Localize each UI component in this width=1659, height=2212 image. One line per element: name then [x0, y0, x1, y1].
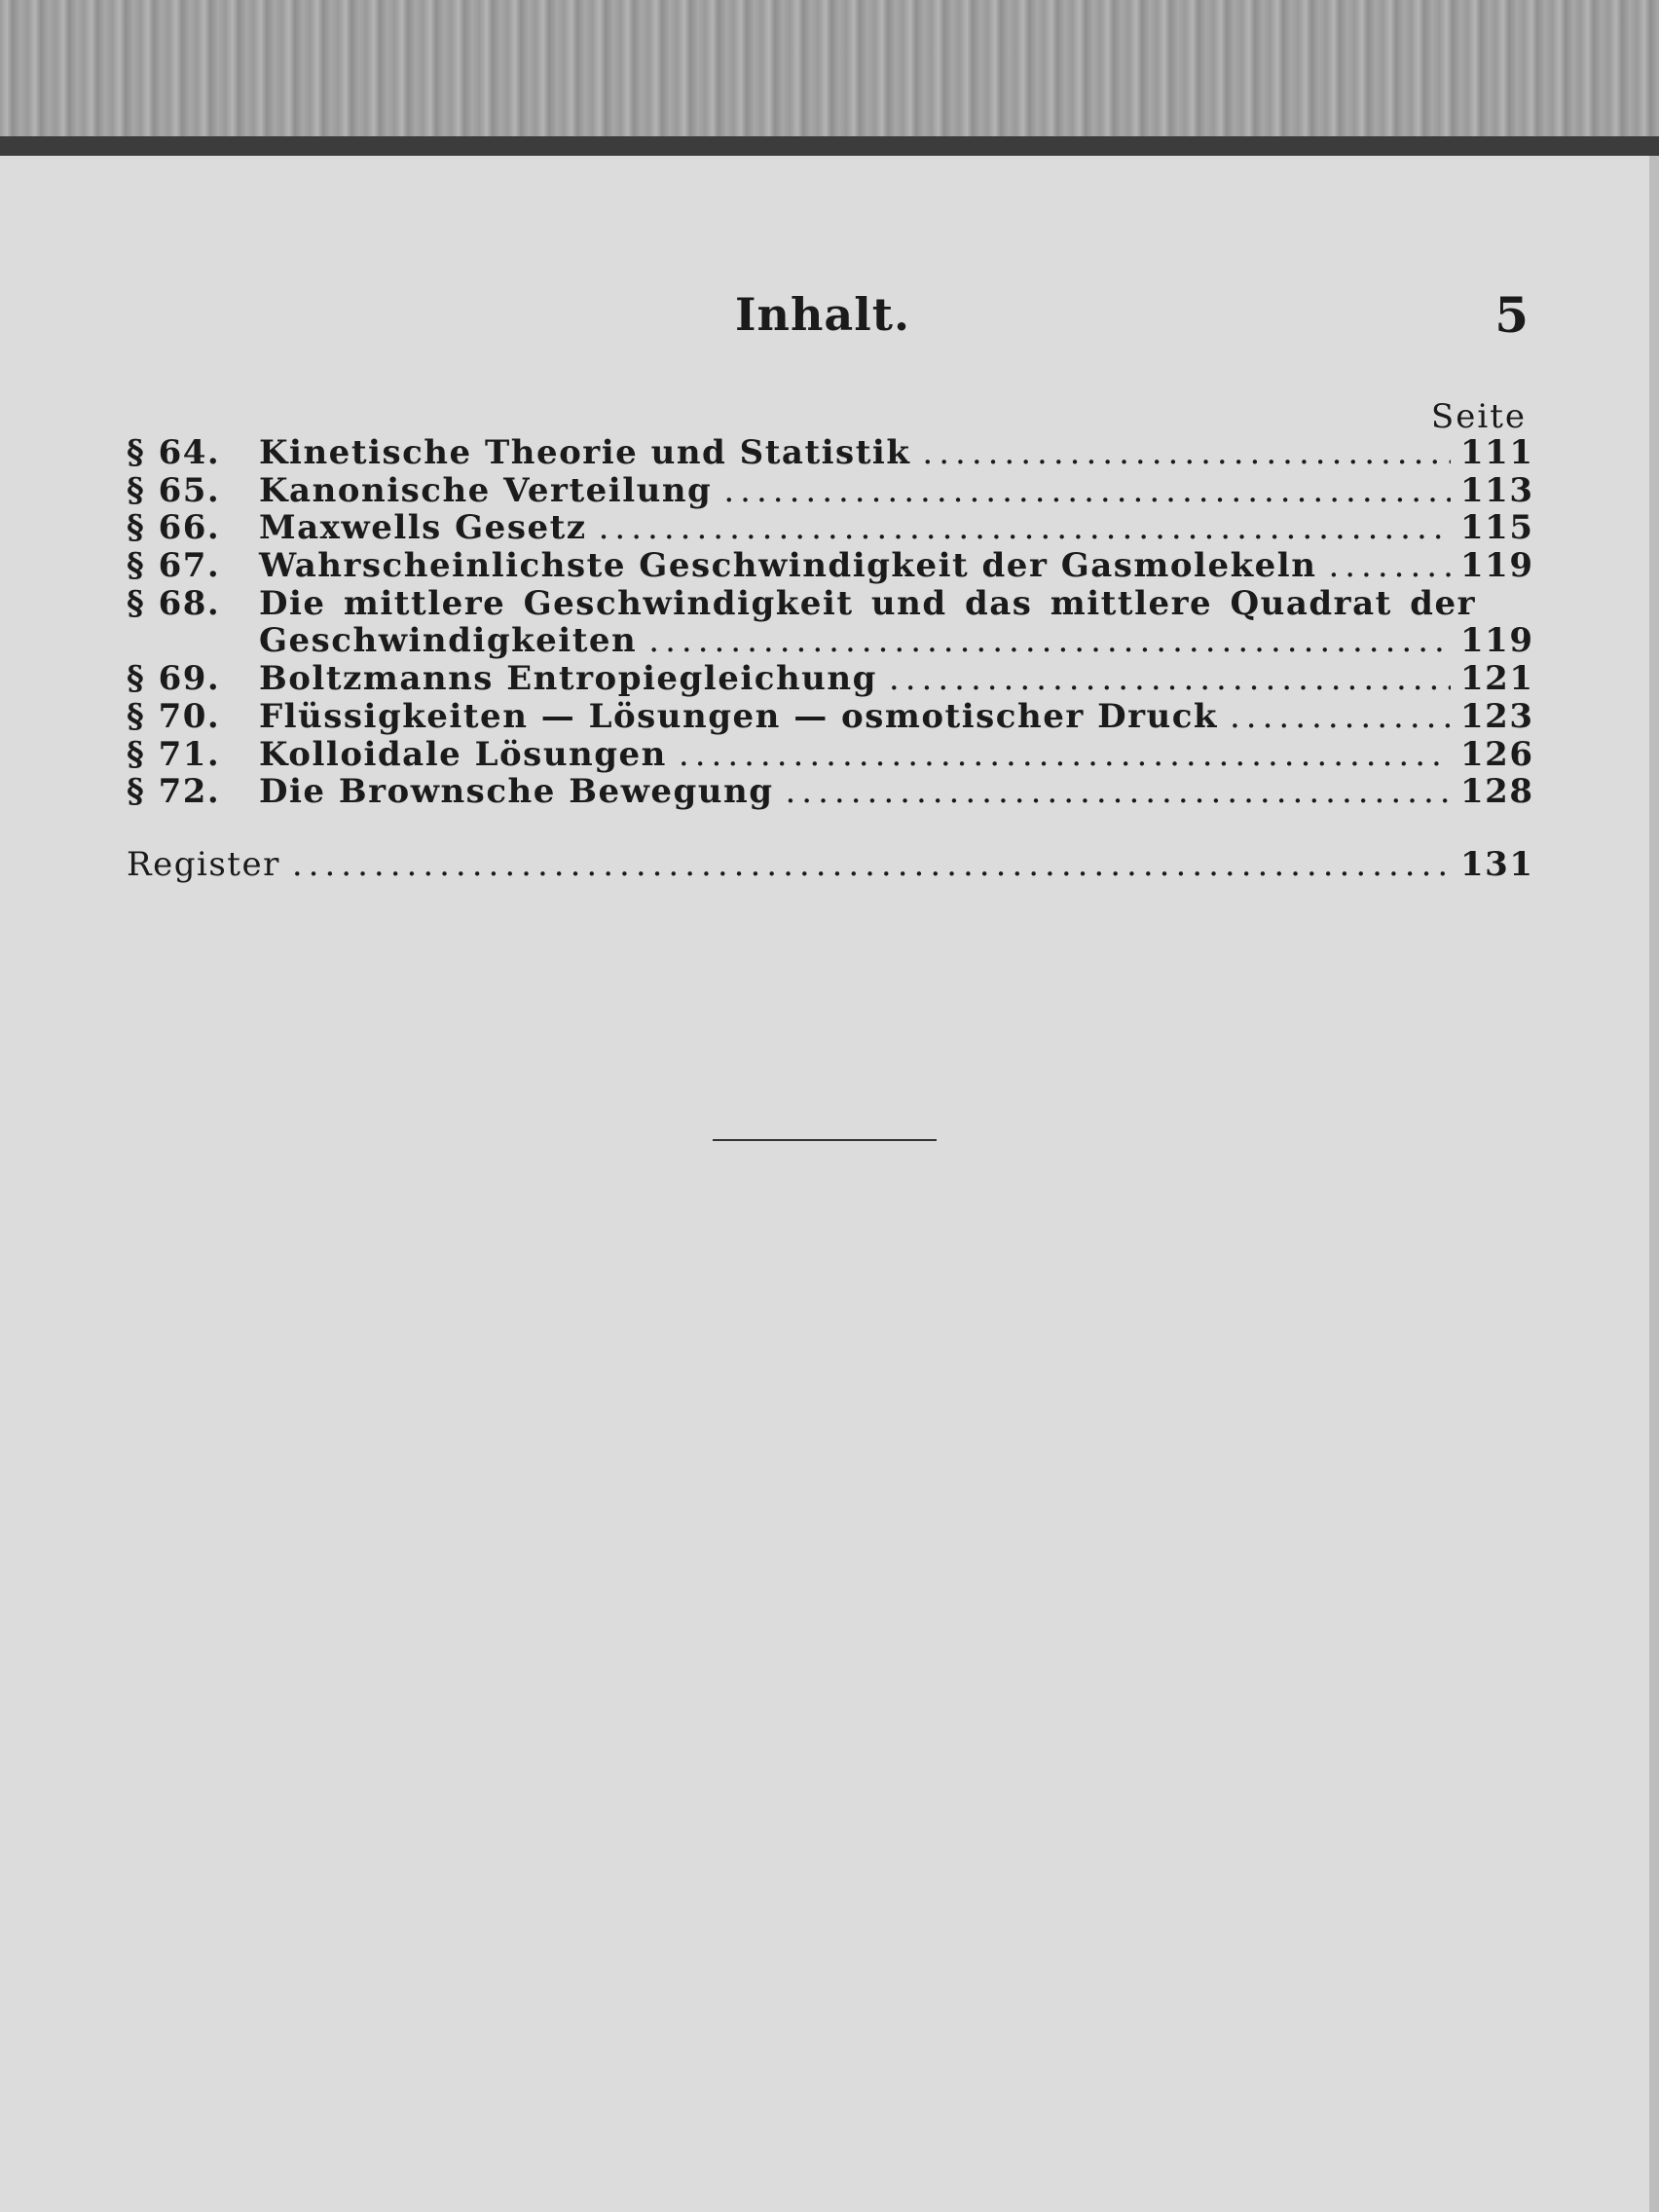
section-page: 119: [1460, 621, 1534, 661]
toc-entry-register: [127, 844, 1534, 884]
toc-entry-64: [127, 433, 1534, 472]
dot-leader: [679, 736, 1451, 774]
section-title: Maxwells Gesetz: [259, 508, 587, 548]
horizontal-rule: [713, 1139, 937, 1141]
book-page: [0, 156, 1659, 2212]
section-page: 128: [1460, 772, 1534, 812]
toc-entry-72: [127, 772, 1534, 812]
section-title: Flüssigkeiten — Lösungen — osmotischer Druck: [259, 696, 1218, 736]
dot-leader: [599, 509, 1451, 547]
section-number: § 64.: [127, 433, 221, 472]
section-number: § 65.: [127, 470, 221, 510]
section-page: 123: [1460, 696, 1534, 736]
register-page: 131: [1460, 844, 1534, 884]
toc-entry-68: [127, 585, 1529, 623]
toc-entry-71: [127, 734, 1534, 774]
toc-entry-68-continuation: [127, 621, 1534, 661]
section-page: 111: [1460, 433, 1534, 472]
section-title: Boltzmanns Entropiegleichung: [259, 659, 877, 699]
section-page: 113: [1460, 470, 1534, 510]
dot-leader: [922, 434, 1451, 472]
section-title: Wahrscheinlichste Geschwindigkeit der Gasmolekeln: [259, 546, 1317, 586]
toc-entry-70: [127, 696, 1534, 736]
page-title: Inhalt.: [735, 288, 910, 341]
section-number: § 68.: [127, 583, 221, 623]
section-page: 119: [1460, 546, 1534, 586]
book-cover-edge: [0, 136, 1659, 158]
toc-entry-69: [127, 659, 1534, 699]
section-page: 121: [1460, 659, 1534, 699]
dot-leader: [1328, 547, 1451, 585]
section-number: § 69.: [127, 659, 221, 699]
dot-leader: [723, 472, 1451, 510]
background-surface: [0, 0, 1659, 141]
section-number: § 71.: [127, 734, 221, 774]
register-title: Register: [127, 844, 280, 884]
section-number: § 72.: [127, 772, 221, 812]
toc-entry-67: [127, 546, 1534, 586]
section-title: Kanonische Verteilung: [259, 470, 713, 510]
dot-leader: [785, 773, 1451, 811]
page-number: 5: [1494, 286, 1529, 344]
section-title: Die mittlere Geschwindigkeit und das mittlere Quadrat der: [259, 583, 1476, 623]
section-title: Kinetische Theorie und Statistik: [259, 433, 911, 472]
table-of-contents: [127, 433, 1534, 884]
dot-leader: [648, 622, 1451, 660]
toc-entry-66: [127, 508, 1534, 548]
section-title: Kolloidale Lösungen: [259, 734, 667, 774]
section-number: § 66.: [127, 508, 221, 548]
section-page: 126: [1460, 734, 1534, 774]
section-number: § 67.: [127, 546, 221, 586]
dot-leader: [889, 660, 1451, 698]
dot-leader: [292, 846, 1451, 884]
section-number: § 70.: [127, 696, 221, 736]
page-column-label: Seite: [1430, 397, 1527, 436]
section-page: 115: [1460, 508, 1534, 548]
section-title-continuation: Geschwindigkeiten: [259, 621, 638, 661]
section-title: Die Brownsche Bewegung: [259, 772, 774, 812]
dot-leader: [1230, 698, 1451, 736]
toc-entry-65: [127, 470, 1534, 510]
